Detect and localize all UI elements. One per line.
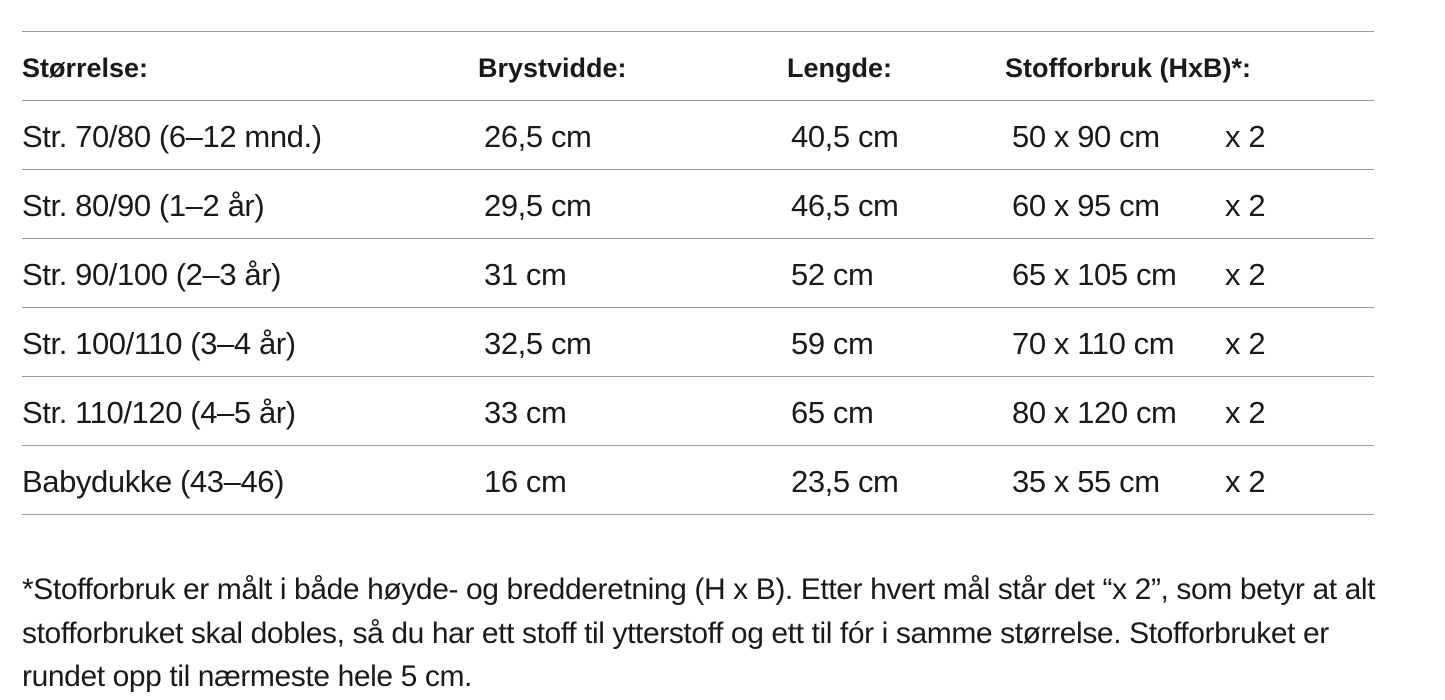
cell-fabric-usage: 80 x 120 cm [1012,395,1177,430]
cell-size: Str. 70/80 (6–12 mnd.) [22,119,322,154]
cell-chest-width: 16 cm [484,464,567,499]
header-length: Lengde: [787,53,892,83]
table-row [22,170,1374,239]
table-row [22,308,1374,377]
cell-chest-width: 26,5 cm [484,119,592,154]
table-row [22,446,1374,515]
cell-multiplier: x 2 [1225,395,1266,430]
cell-multiplier: x 2 [1225,326,1266,361]
header-size: Størrelse: [22,53,149,83]
table-row [22,239,1374,308]
cell-fabric-usage: 70 x 110 cm [1012,326,1175,361]
cell-size: Str. 100/110 (3–4 år) [22,326,296,361]
header-fabric-usage: Stofforbruk (HxB)*: [1005,53,1251,83]
size-table [22,31,1374,515]
cell-chest-width: 32,5 cm [484,326,592,361]
cell-length: 65 cm [791,395,874,430]
cell-fabric-usage: 50 x 90 cm [1012,119,1160,154]
cell-fabric-usage: 35 x 55 cm [1012,464,1160,499]
cell-fabric-usage: 60 x 95 cm [1012,188,1160,223]
cell-chest-width: 29,5 cm [484,188,592,223]
header-chest-width: Brystvidde: [478,53,627,83]
table-header-row [22,32,1374,101]
footnote: *Stofforbruk er målt i både høyde- og bredderetning (H x B). Etter hvert mål står det “x 2”, som betyr at alt stofforbruket skal dobles, så du har ett stoff til ytterstoff og ett til fór i samme størrelse. Stofforbruket er rundet opp til nærmeste hele 5 cm. [22,573,1376,693]
table-row [22,101,1374,170]
cell-size: Babydukke (43–46) [22,464,285,499]
cell-chest-width: 31 cm [484,257,567,292]
table-row [22,377,1374,446]
cell-multiplier: x 2 [1225,188,1266,223]
cell-size: Str. 90/100 (2–3 år) [22,257,282,292]
cell-fabric-usage: 65 x 105 cm [1012,257,1177,292]
cell-length: 52 cm [791,257,874,292]
cell-length: 23,5 cm [791,464,899,499]
cell-multiplier: x 2 [1225,257,1266,292]
cell-size: Str. 110/120 (4–5 år) [22,395,296,430]
cell-multiplier: x 2 [1225,464,1266,499]
cell-length: 40,5 cm [791,119,899,154]
cell-size: Str. 80/90 (1–2 år) [22,188,265,223]
cell-multiplier: x 2 [1225,119,1266,154]
cell-length: 59 cm [791,326,874,361]
cell-length: 46,5 cm [791,188,899,223]
cell-chest-width: 33 cm [484,395,567,430]
